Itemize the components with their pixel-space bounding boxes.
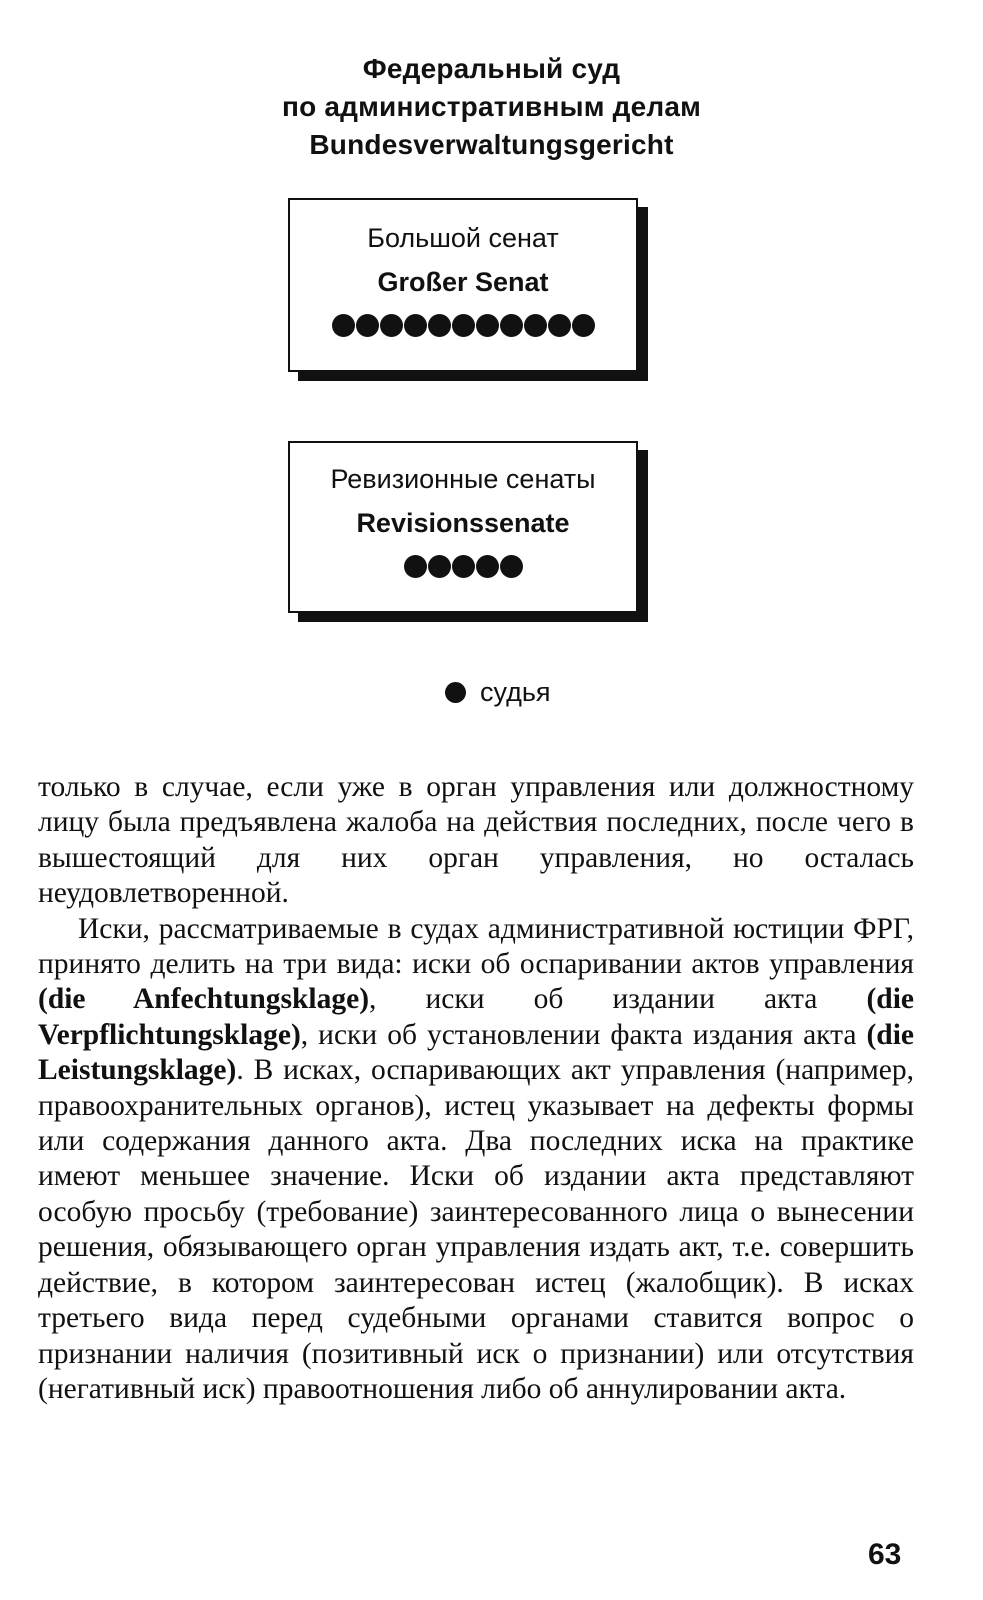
legend [445,677,551,708]
revision-senates-box [288,441,638,613]
legend-label: судья [480,677,551,707]
body-text [38,770,914,1407]
judge-dot-icon [356,314,379,337]
judge-dot-icon [452,314,475,337]
judge-dot-icon [428,314,451,337]
header-line-3: Bundesverwaltungsgericht [309,129,674,160]
paragraph-2 [38,912,914,1408]
term-anfechtungsklage: (die Anfechtungsklage) [38,983,370,1016]
judge-dot-icon [445,682,466,703]
grand-senate-judges [290,314,636,337]
header-line-1: Федеральный суд [362,53,621,84]
judge-dot-icon [476,555,499,578]
revision-senates-judges [290,555,636,578]
judge-dot-icon [572,314,595,337]
judge-dot-icon [500,555,523,578]
judge-dot-icon [452,555,475,578]
paragraph-2-part-a: Иски, рассматриваемые в судах административной юстиции ФРГ, принято делить на три вида: иски об оспаривании актов управления [38,912,914,981]
page-number: 63 [868,1538,902,1571]
paragraph-2-part-d: , иски об установлении факта издания акта [300,1018,867,1051]
judge-dot-icon [500,314,523,337]
header-line-2: по административным делам [281,91,702,122]
revision-senates-title-de: Revisionssenate [356,508,570,538]
judge-dot-icon [524,314,547,337]
judge-dot-icon [476,314,499,337]
term-leistungsklage: (die Leistungsklage) [38,1018,914,1087]
judge-dot-icon [404,555,427,578]
judge-dot-icon [380,314,403,337]
grand-senate-title-de: Großer Senat [377,267,549,297]
grand-senate-title-ru: Большой сенат [367,223,559,253]
judge-dot-icon [332,314,355,337]
paragraph-2-part-c: , иски об издании акта [369,983,867,1016]
term-verpflichtungsklage: (die Verpflichtungsklage) [38,983,914,1051]
judge-dot-icon [404,314,427,337]
judge-dot-icon [548,314,571,337]
page-header [0,50,983,164]
judge-dot-icon [428,555,451,578]
revision-senates-title-ru: Ревизионные сенаты [330,464,596,494]
paragraph-2-part-e: . В исках, оспаривающих акт управления (например, правоохранительных органов), истец указывает на дефекты формы или содержания данного акта. Два последних иска на практике имеют меньшее значение. Иски об издании акта представляют особую просьбу (требование) заинтересованного лица о вынесении решения, обязывающего орган управления издать акт, т.е. совершить действие, в котором заинтересован истец (жалобщик). В исках третьего вида перед судебными органами ставится вопрос о признании наличия (позитивный иск о признании) или отсутствия (негативный иск) правоотношения либо об аннулировании акта. [38,1054,914,1405]
grand-senate-box [288,198,638,372]
paragraph-1: только в случае, если уже в орган управления или должностному лицу была предъявлена жалоба на действия последних, после чего в вышестоящий для них орган управления, но осталась неудовлетворенной. [38,771,914,910]
